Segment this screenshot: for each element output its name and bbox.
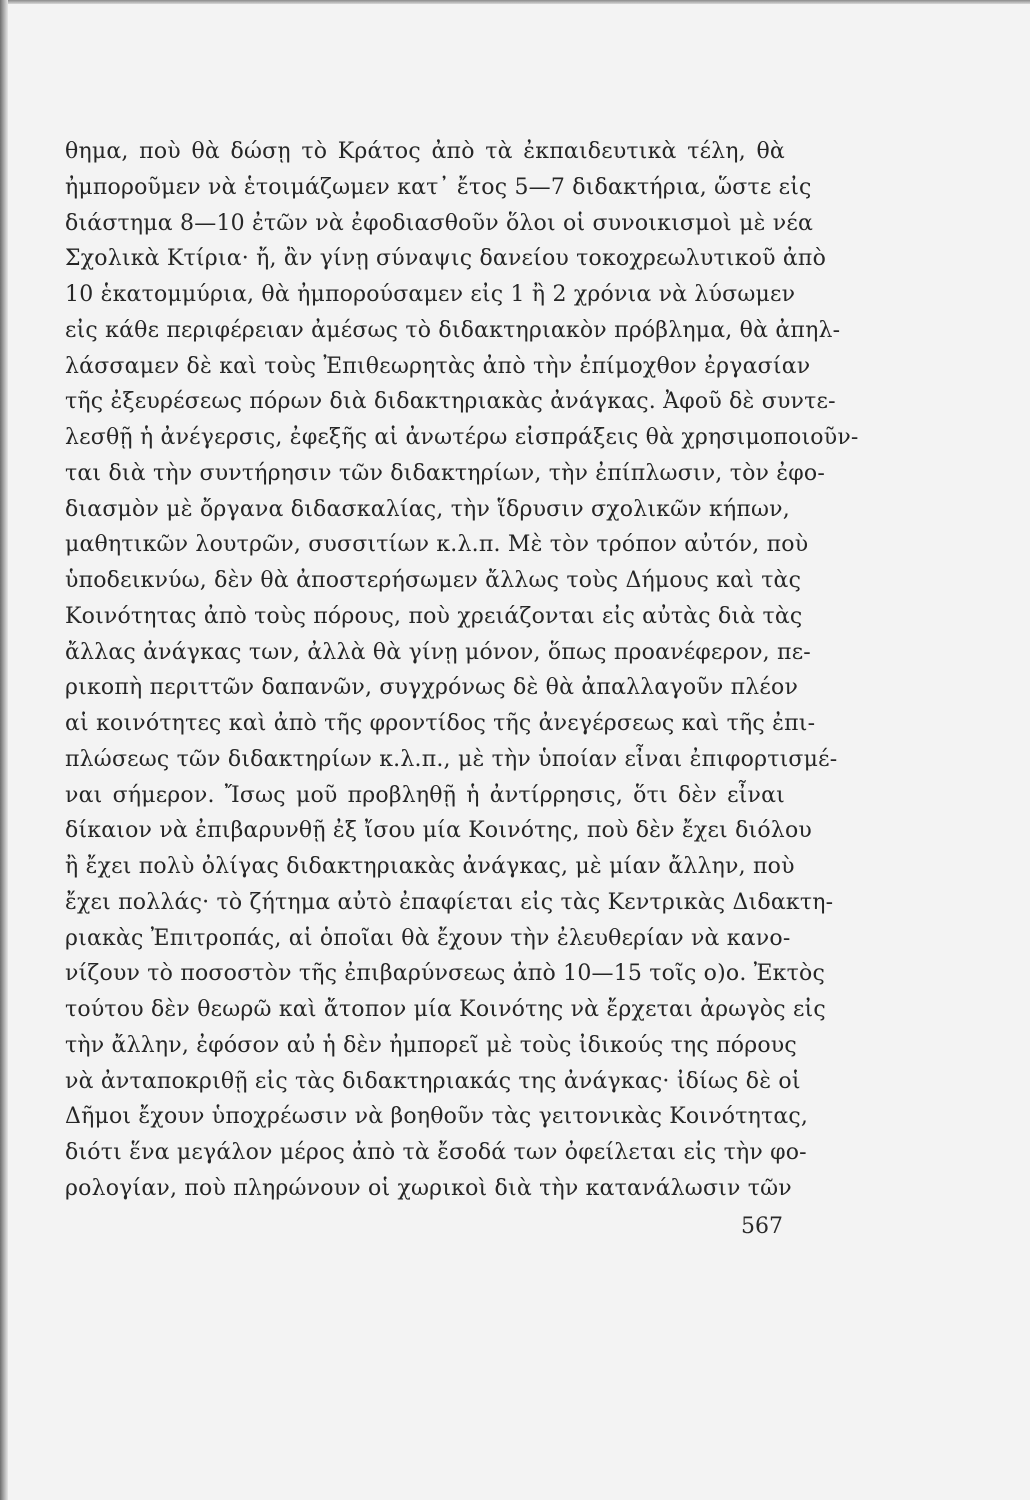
text-line: δίκαιον νὰ ἐπιβαρυνθῇ ἐξ ἴσου μία Κοινότης, ποὺ δὲν ἔχει διόλου — [65, 818, 812, 844]
text-line: Σχολικὰ Κτίρια· ἤ, ἂν γίνῃ σύναψις δανείου τοκοχρεωλυτικοῦ ἀπὸ — [65, 246, 827, 272]
text-line: λάσσαμεν δὲ καὶ τοὺς Ἐπιθεωρητὰς ἀπὸ τὴν ἐπίμοχθον ἐργασίαν — [65, 353, 811, 379]
text-line: Δῆμοι ἔχουν ὑποχρέωσιν νὰ βοηθοῦν τὰς γειτονικὰς Κοινότητας, — [65, 1104, 809, 1130]
text-line: διότι ἕνα μεγάλον μέρος ἀπὸ τὰ ἔσοδά των ὀφείλεται εἰς τὴν φο- — [65, 1140, 807, 1165]
body-text — [65, 134, 859, 1207]
text-line: ἄλλας ἀνάγκας των, ἀλλὰ θὰ γίνῃ μόνον, ὅπως προανέφερον, πε- — [65, 639, 811, 665]
text-line: διάστημα 8—10 ἐτῶν νὰ ἐφοδιασθοῦν ὅλοι οἱ συνοικισμοὶ μὲ νέα — [65, 210, 814, 236]
page-top-edge — [8, 0, 1030, 4]
text-line: ὑποδεικνύω, δὲν θὰ ἀποστερήσωμεν ἄλλως τοὺς Δήμους καὶ τὰς — [65, 568, 802, 593]
text-line: νὰ ἀνταποκριθῇ εἰς τὰς διδακτηριακάς της ἀνάγκας· ἰδίως δὲ οἱ — [65, 1068, 801, 1094]
text-line: Κοινότητας ἀπὸ τοὺς πόρους, ποὺ χρειάζονται εἰς αὐτὰς διὰ τὰς — [65, 603, 803, 629]
text-line: διασμὸν μὲ ὄργανα διδασκαλίας, τὴν ἵδρυσιν σχολικῶν κήπων, — [65, 496, 790, 522]
text-line: λεσθῇ ἡ ἀνέγερσις, ἐφεξῆς αἱ ἀνωτέρω εἰσπράξεις θὰ χρησιμοποιοῦν- — [65, 425, 859, 450]
text-line: 10 ἑκατομμύρια, θὰ ἠμπορούσαμεν εἰς 1 ἢ 2 χρόνια νὰ λύσωμεν — [65, 282, 796, 307]
text-line: τὴν ἄλλην, ἐφόσον αὐ ἡ δὲν ἠμπορεῖ μὲ τοὺς ἰδικούς της πόρους — [65, 1032, 797, 1058]
text-line: τῆς ἐξευρέσεως πόρων διὰ διδακτηριακὰς ἀνάγκας. Ἀφοῦ δὲ συντε- — [65, 389, 836, 415]
text-line: νίζουν τὸ ποσοστὸν τῆς ἐπιβαρύνσεως ἀπὸ 10—15 τοῖς ο)ο. Ἐκτὸς — [65, 961, 825, 987]
text-line: πλώσεως τῶν διδακτηρίων κ.λ.π., μὲ τὴν ὑποίαν εἶναι ἐπιφορτισμέ- — [65, 746, 838, 772]
text-line: μαθητικῶν λουτρῶν, συσσιτίων κ.λ.π. Μὲ τὸν τρόπον αὐτόν, ποὺ — [65, 532, 809, 558]
text-line: τούτου δὲν θεωρῶ καὶ ἄτοπον μία Κοινότης νὰ ἔρχεται ἀρωγὸς εἰς — [65, 997, 826, 1022]
text-line: ρικοπὴ περιττῶν δαπανῶν, συγχρόνως δὲ θὰ ἀπαλλαγοῦν πλέον — [65, 675, 799, 701]
text-line: εἰς κάθε περιφέρειαν ἀμέσως τὸ διδακτηριακὸν πρόβλημα, θὰ ἀπηλ- — [65, 317, 841, 343]
text-line: ται διὰ τὴν συντήρησιν τῶν διδακτηρίων, τὴν ἐπίπλωσιν, τὸν ἐφο- — [65, 460, 825, 486]
page-number: 567 — [741, 1214, 783, 1239]
text-line: ἢ ἔχει πολὺ ὀλίγας διδακτηριακὰς ἀνάγκας, μὲ μίαν ἄλλην, ποὺ — [65, 854, 795, 879]
text-line: ναι σήμερον. Ἴσως μοῦ προβληθῇ ἡ ἀντίρρησις, ὅτι δὲν εἶναι — [65, 782, 785, 808]
text-line: ἠμποροῦμεν νὰ ἑτοιμάζωμεν κατ᾿ ἔτος 5—7 διδακτήρια, ὥστε εἰς — [65, 174, 812, 200]
text-line: ρολογίαν, ποὺ πληρώνουν οἱ χωρικοὶ διὰ τὴν κατανάλωσιν τῶν — [65, 1175, 792, 1201]
text-line: θημα, ποὺ θὰ δώσῃ τὸ Κράτος ἀπὸ τὰ ἐκπαιδευτικὰ τέλη, θὰ — [65, 139, 785, 164]
text-line: ριακὰς Ἐπιτροπάς, αἱ ὁποῖαι θὰ ἔχουν τὴν ἐλευθερίαν νὰ κανο- — [65, 925, 791, 951]
text-line: ἔχει πολλάς· τὸ ζήτημα αὐτὸ ἐπαφίεται εἰς τὰς Κεντρικὰς Διδακτη- — [65, 889, 834, 915]
page-spine-shadow — [0, 0, 8, 1500]
text-line: αἱ κοινότητες καὶ ἀπὸ τῆς φροντίδος τῆς ἀνεγέρσεως καὶ τῆς ἐπι- — [65, 711, 816, 736]
